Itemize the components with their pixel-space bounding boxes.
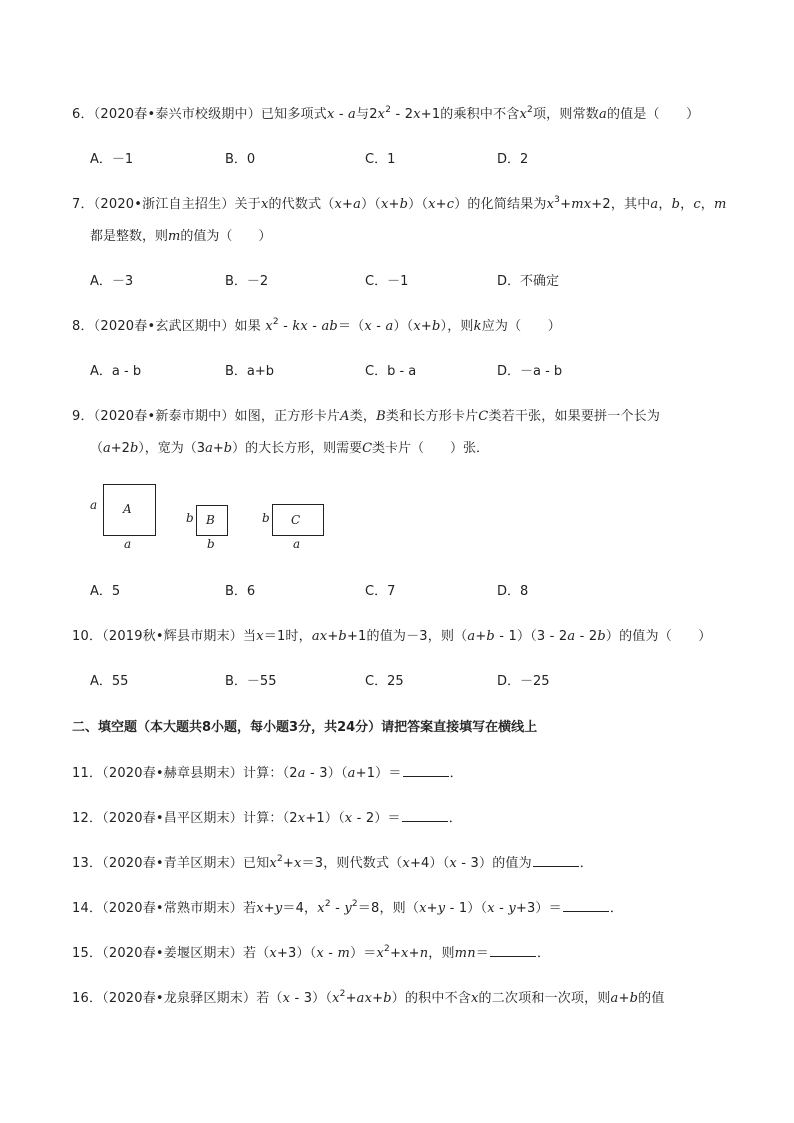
card-c-label: C <box>291 513 301 527</box>
question-9-options <box>90 580 730 598</box>
card-c-bottom-label: a <box>293 537 301 551</box>
answer-blank[interactable] <box>563 901 609 912</box>
option-d[interactable]: D．2 <box>497 152 529 167</box>
option-a[interactable]: A．55 <box>90 674 129 689</box>
option-b[interactable]: B．0 <box>225 152 256 167</box>
question-16: 16．（2020春•龙泉驿区期末）若$(x - 3)(x^2+ax+b)$的积中不含x的二次项和一次项，则a+b的值 <box>72 989 665 1006</box>
question-6: 6．（2020春•泰兴市校级期中）已知多项式x - a与$2x^2 - 2x+1$的乘积中不含$x^2$项，则常数a的值是（ ） <box>72 105 700 122</box>
option-c[interactable]: C．7 <box>365 584 396 599</box>
question-7: 7．（2020•浙江自主招生）关于x的代数式（x+a）（x+b）（x+c）的化简结果为$x^3+mx+2$，其中a，b，c，m <box>72 195 727 212</box>
option-d[interactable]: D．8 <box>497 584 529 599</box>
question-15: 15．（2020春•姜堰区期末）若$(x+3)(x - m)=x^2+x+n$，则mn＝ ． <box>72 944 551 961</box>
card-c-side-label: b <box>262 511 270 525</box>
option-d[interactable]: D．－a - b <box>497 364 563 379</box>
option-a[interactable]: A．5 <box>90 584 121 599</box>
card-a-label: A <box>123 502 132 516</box>
question-7-line2: 都是整数，则m的值为（ ） <box>90 229 272 244</box>
card-a-bottom-label: a <box>124 537 132 551</box>
option-b[interactable]: B．－55 <box>225 674 277 689</box>
card-a-side-label: a <box>90 498 98 512</box>
question-11: 11．（2020春•赫章县期末）计算：（2a - 3）（a+1）＝ ． <box>72 766 463 781</box>
question-7-options <box>90 270 730 288</box>
option-a[interactable]: A．－1 <box>90 152 134 167</box>
answer-blank[interactable] <box>403 766 449 777</box>
card-b-label: B <box>206 513 215 527</box>
card-b-side-label: b <box>186 511 194 525</box>
card-figure <box>80 476 400 556</box>
option-a[interactable]: A．－3 <box>90 274 134 289</box>
option-d[interactable]: D．－25 <box>497 674 550 689</box>
question-14: 14．（2020春•常熟市期末）若x+y＝4，$x^2 - y^2=8$，则（x+y - 1）（x - y+3）＝ ． <box>72 899 624 916</box>
question-8-options <box>90 360 730 378</box>
question-6-options <box>90 148 730 166</box>
question-9: 9．（2020春•新泰市期中）如图，正方形卡片A类，B类和长方形卡片C类若干张，如果要拼一个长为 <box>72 409 661 424</box>
question-10-options <box>90 670 730 688</box>
card-b-bottom-label: b <box>207 537 215 551</box>
question-8: 8．（2020春•玄武区期中）如果 $x^2$ - kx - ab＝（x - a）（x+b），则k应为（ ） <box>72 317 561 334</box>
option-a[interactable]: A．a - b <box>90 364 142 379</box>
option-c[interactable]: C．b - a <box>365 364 417 379</box>
option-b[interactable]: B．6 <box>225 584 256 599</box>
option-b[interactable]: B．a+b <box>225 364 275 379</box>
question-10: 10．（2019秋•辉县市期末）当x＝1时，ax+b+1的值为－3，则（a+b - 1）（3 - 2a - 2b）的值为（ ） <box>72 629 712 644</box>
answer-blank[interactable] <box>533 856 579 867</box>
option-d[interactable]: D．不确定 <box>497 274 560 289</box>
option-c[interactable]: C．1 <box>365 152 396 167</box>
option-b[interactable]: B．－2 <box>225 274 269 289</box>
answer-blank[interactable] <box>490 946 536 957</box>
question-9-line2: （a+2b），宽为（3a+b）的大长方形，则需要C类卡片（ ）张． <box>90 441 490 456</box>
question-13: 13．（2020春•青羊区期末）已知$x^2+x=3$，则代数式（x+4）（x - 3）的值为 ． <box>72 854 593 871</box>
question-12: 12．（2020春•昌平区期末）计算：（2x+1）（x - 2）＝ ． <box>72 811 462 826</box>
answer-blank[interactable] <box>402 811 448 822</box>
section-heading: 二、填空题（本大题共8小题，每小题3分，共24分）请把答案直接填写在横线上 <box>72 720 538 735</box>
option-c[interactable]: C．－1 <box>365 274 409 289</box>
option-c[interactable]: C．25 <box>365 674 404 689</box>
